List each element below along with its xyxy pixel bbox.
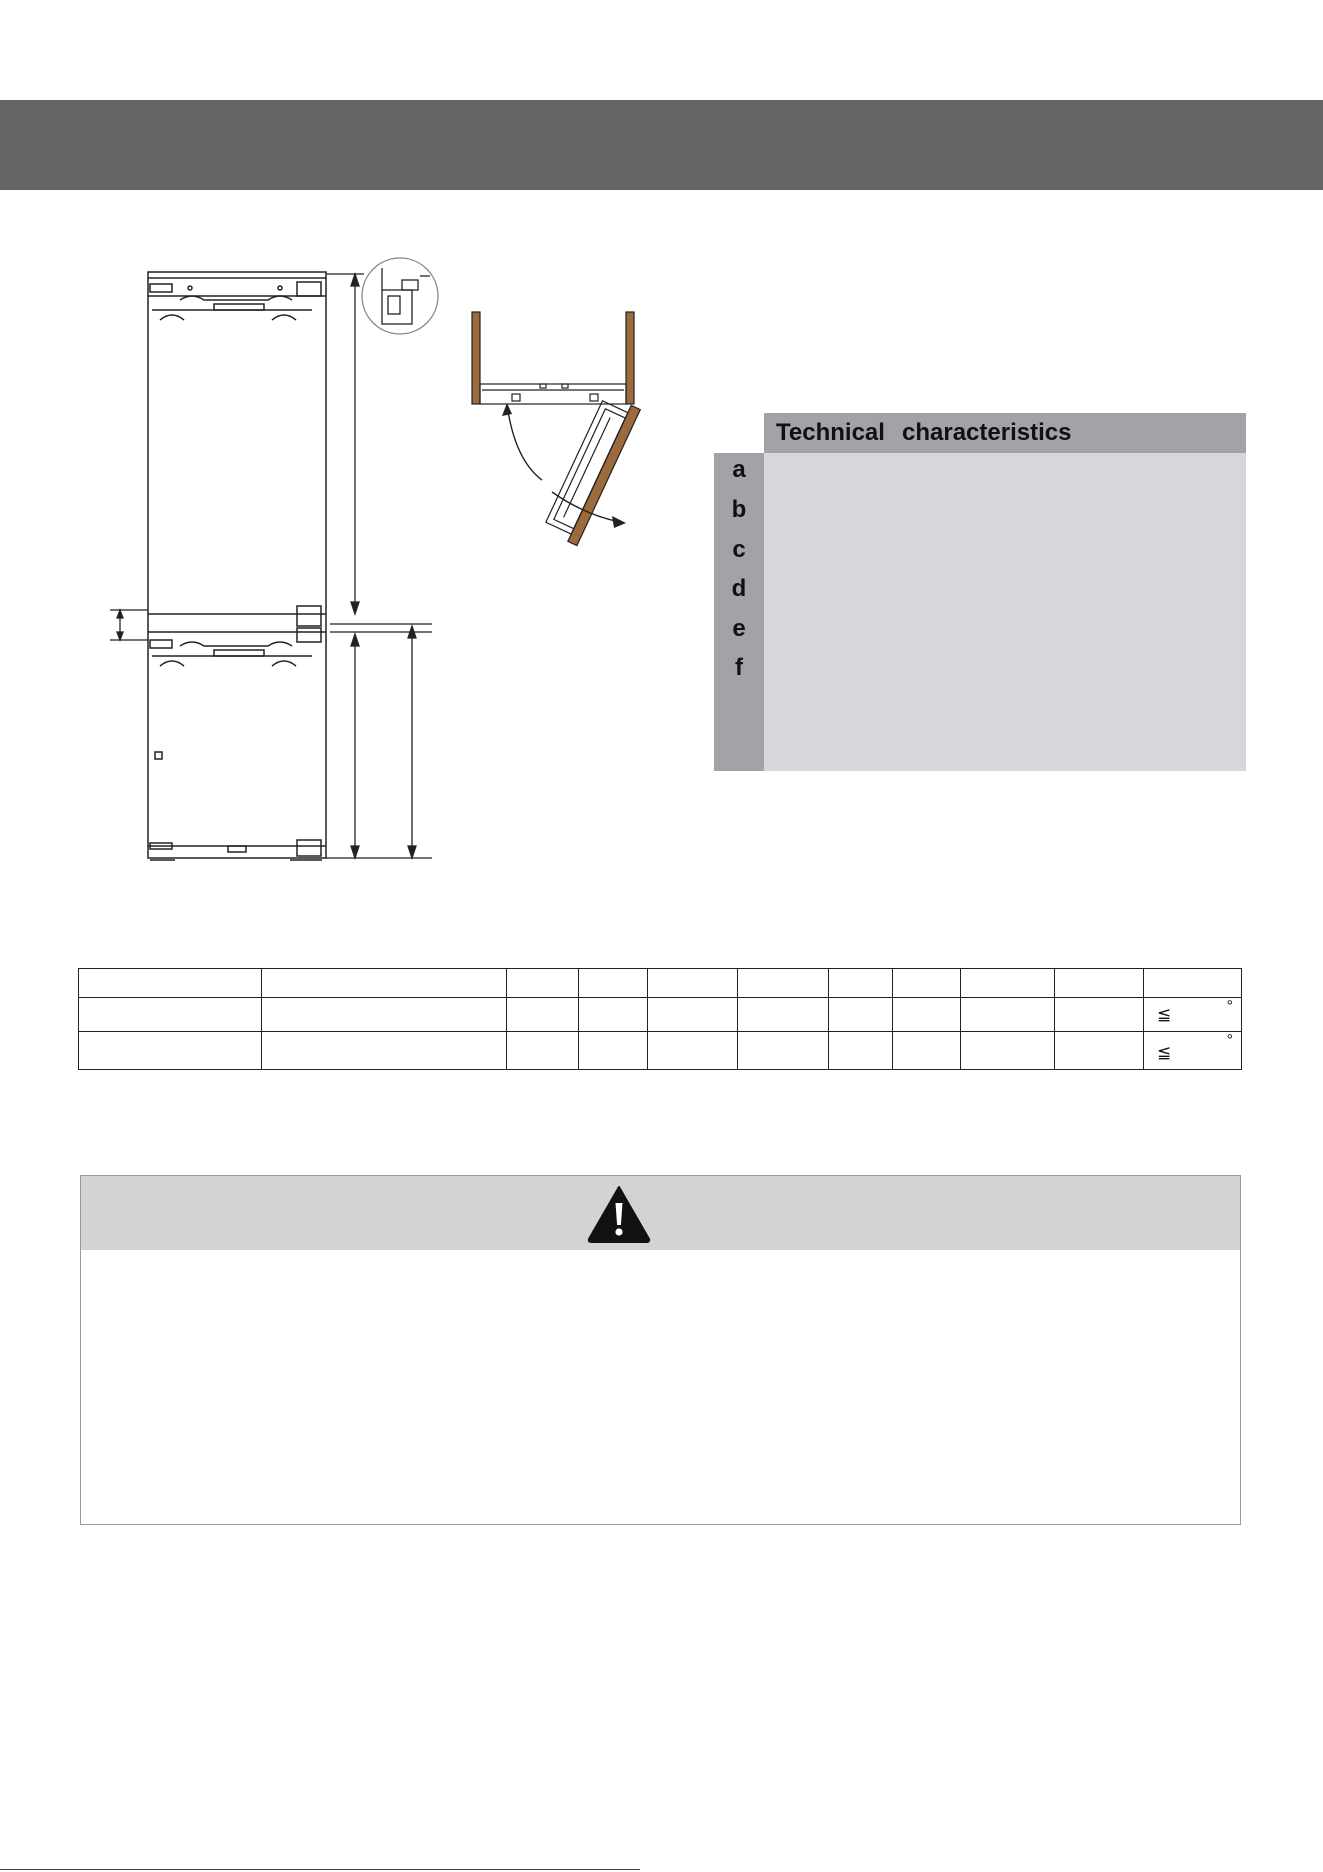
table-cell	[648, 969, 738, 998]
letter-c: c	[732, 536, 746, 563]
technical-characteristics-header	[764, 413, 1246, 453]
fridge-body	[148, 272, 326, 858]
table-cell	[648, 1032, 738, 1070]
leq-symbol: ≦	[1157, 1043, 1172, 1062]
letter-f: f	[735, 654, 743, 681]
letter-b: b	[731, 496, 747, 523]
table-row	[79, 969, 1242, 998]
table-cell	[738, 1032, 829, 1070]
leq-symbol: ≦	[1157, 1005, 1172, 1024]
table-cell	[579, 998, 648, 1032]
table-cell	[507, 969, 579, 998]
table-cell	[507, 998, 579, 1032]
warning-header	[81, 1176, 1240, 1250]
table-cell	[648, 998, 738, 1032]
technical-characteristics-panel	[714, 413, 1246, 771]
warning-triangle-icon	[587, 1185, 651, 1248]
table-cell	[262, 998, 507, 1032]
degree-symbol: °	[1226, 1032, 1233, 1049]
table-cell	[829, 1032, 893, 1070]
table-cell-angle	[1144, 998, 1242, 1032]
technical-characteristics-body	[764, 453, 1246, 771]
table-cell	[1055, 1032, 1144, 1070]
table-cell	[1055, 998, 1144, 1032]
table-cell	[1144, 969, 1242, 998]
table-cell	[961, 969, 1055, 998]
table-cell	[738, 969, 829, 998]
table-cell	[1055, 969, 1144, 998]
table-cell	[79, 998, 262, 1032]
footer-rule	[0, 1869, 640, 1870]
table-cell	[893, 998, 961, 1032]
letter-column	[714, 453, 764, 771]
table-cell	[961, 998, 1055, 1032]
table-cell	[738, 998, 829, 1032]
table-cell	[507, 1032, 579, 1070]
table-row	[79, 1032, 1242, 1070]
spec-table	[78, 968, 1242, 1070]
table-cell	[79, 969, 262, 998]
table-cell	[262, 969, 507, 998]
table-cell	[829, 998, 893, 1032]
table-row	[79, 998, 1242, 1032]
table-cell	[961, 1032, 1055, 1070]
table-cell	[829, 969, 893, 998]
table-cell	[262, 1032, 507, 1070]
warning-box	[80, 1175, 1241, 1525]
table-cell	[893, 969, 961, 998]
header-word-characteristics: characteristics	[902, 419, 1072, 446]
table-cell-angle	[1144, 1032, 1242, 1070]
table-cell	[579, 969, 648, 998]
letter-d: d	[731, 575, 747, 602]
degree-symbol: °	[1226, 998, 1233, 1015]
letter-a: a	[732, 456, 746, 483]
table-cell	[893, 1032, 961, 1070]
table-cell	[79, 1032, 262, 1070]
header-word-technical: Technical	[776, 419, 885, 446]
letter-e: e	[732, 615, 746, 642]
table-cell	[579, 1032, 648, 1070]
